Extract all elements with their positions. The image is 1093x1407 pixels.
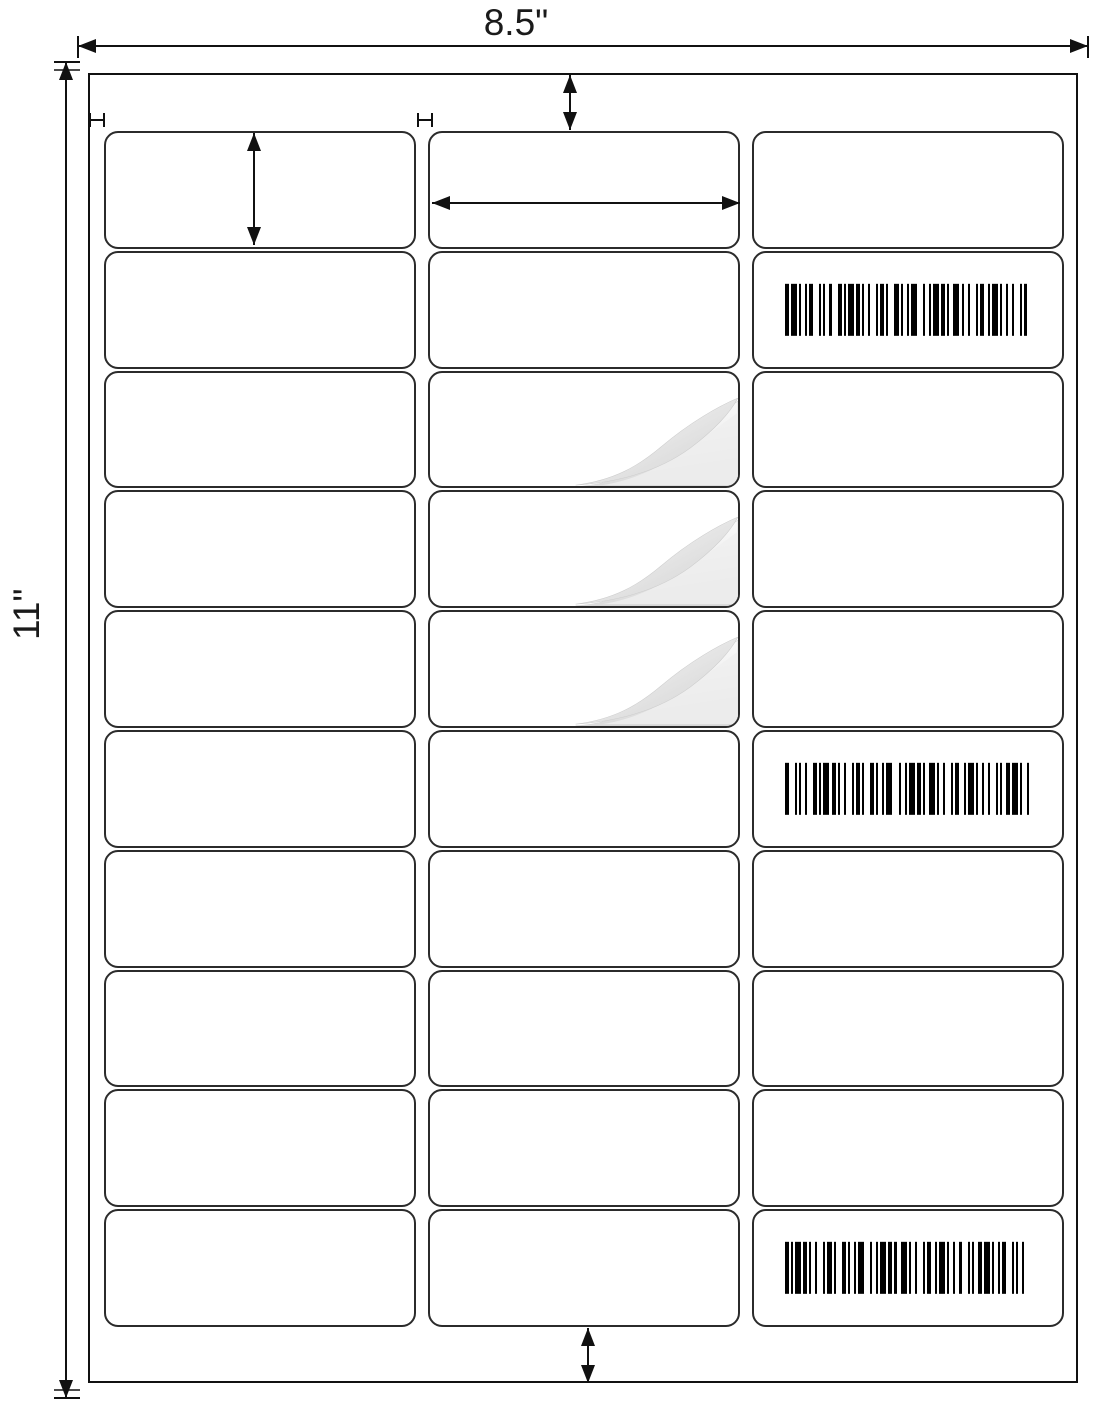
label-cell[interactable] <box>104 371 416 489</box>
label-cell[interactable] <box>428 131 740 249</box>
label-cell[interactable] <box>752 131 1064 249</box>
label-cell[interactable] <box>104 1209 416 1327</box>
label-cell[interactable] <box>752 1089 1064 1207</box>
label-cell[interactable] <box>752 490 1064 608</box>
label-cell[interactable] <box>428 730 740 848</box>
label-cell[interactable] <box>752 850 1064 968</box>
label-cell[interactable] <box>104 490 416 608</box>
label-cell[interactable] <box>752 251 1064 369</box>
dimension-sheet-width: 8.5" <box>483 2 549 43</box>
label-cell[interactable] <box>428 371 740 489</box>
dimension-sheet-height: 11" <box>6 588 47 640</box>
peel-corner-icon <box>547 398 738 487</box>
label-cell[interactable] <box>428 970 740 1088</box>
label-cell[interactable] <box>752 371 1064 489</box>
barcode <box>785 763 1031 815</box>
label-cell[interactable] <box>104 970 416 1088</box>
label-cell[interactable] <box>428 490 740 608</box>
barcode <box>785 284 1031 336</box>
label-cell[interactable] <box>428 1089 740 1207</box>
label-cell[interactable] <box>428 251 740 369</box>
label-cell[interactable] <box>428 850 740 968</box>
label-cell[interactable] <box>428 610 740 728</box>
peel-corner-icon <box>547 517 738 606</box>
label-cell[interactable] <box>428 1209 740 1327</box>
label-cell[interactable] <box>104 251 416 369</box>
label-cell[interactable] <box>104 1089 416 1207</box>
barcode <box>785 1242 1031 1294</box>
label-cell[interactable] <box>752 970 1064 1088</box>
label-cell[interactable] <box>752 1209 1064 1327</box>
label-cell[interactable] <box>104 850 416 968</box>
label-cell[interactable] <box>104 610 416 728</box>
label-cell[interactable] <box>752 610 1064 728</box>
label-grid <box>104 131 1064 1327</box>
label-cell[interactable] <box>104 131 416 249</box>
label-cell[interactable] <box>104 730 416 848</box>
label-cell[interactable] <box>752 730 1064 848</box>
peel-corner-icon <box>547 637 738 726</box>
